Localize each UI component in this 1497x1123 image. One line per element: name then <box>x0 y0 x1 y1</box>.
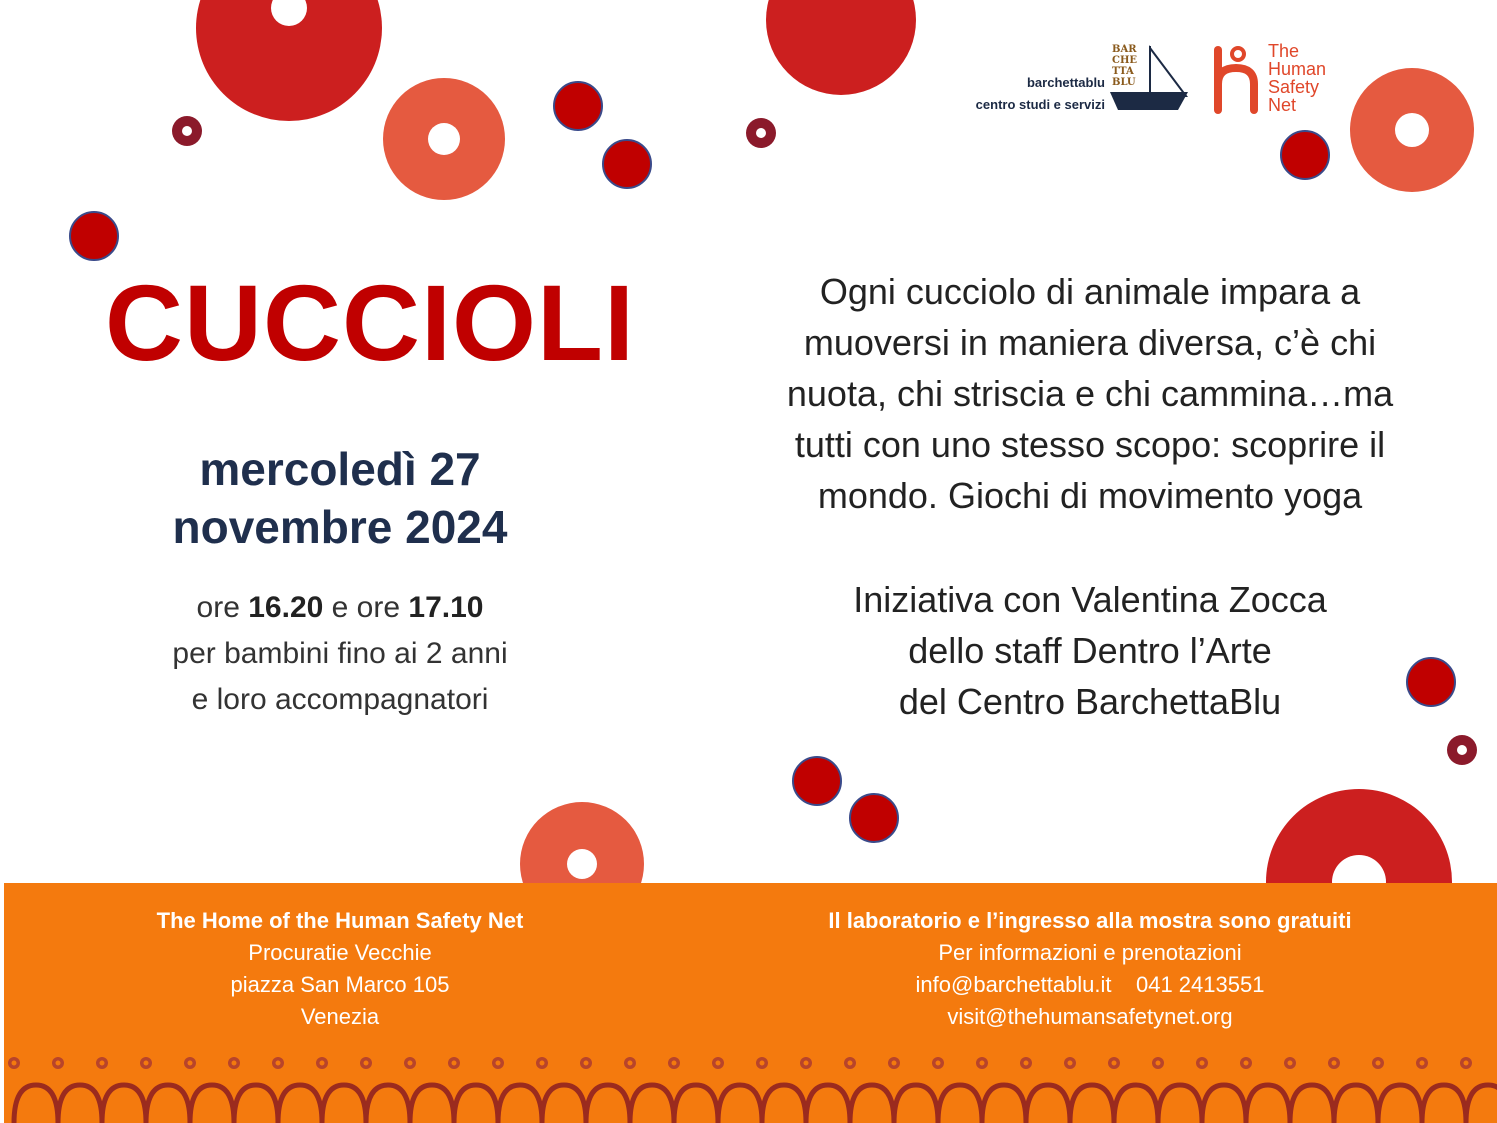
hsn-line: Safety <box>1268 77 1320 97</box>
time-1: 16.20 <box>248 591 324 624</box>
audience-line-1: per bambini fino ai 2 anni <box>172 637 508 670</box>
credit-line: Iniziativa con Valentina Zocca <box>853 579 1327 620</box>
hsn-line: Human <box>1268 59 1327 79</box>
credit-line: dello staff Dentro l’Arte <box>908 630 1272 671</box>
description-line: muoversi in maniera diversa, c’è chi <box>803 322 1377 363</box>
boat-letter-line: CHE <box>1112 55 1138 66</box>
footer-venue <box>40 905 640 1033</box>
schedule-prefix: ore <box>196 591 240 624</box>
venue-name: The Home of the Human Safety Net <box>156 908 524 933</box>
barchettablu-tagline: centro studi e servizi <box>975 97 1105 112</box>
free-entry-notice: Il laboratorio e l’ingresso alla mostra sono gratuiti <box>828 908 1352 933</box>
credit-line: del Centro BarchettaBlu <box>898 681 1282 722</box>
hsn-line: The <box>1268 41 1300 61</box>
hsn-line: Net <box>1268 95 1297 115</box>
page-title: CUCCIOLI <box>105 262 635 383</box>
description-line: Ogni cucciolo di animale impara a <box>819 271 1361 312</box>
contact-email-visit[interactable]: visit@thehumansafetynet.org <box>947 1004 1233 1029</box>
barchettablu-name: barchettablu <box>1026 75 1105 90</box>
info-label: Per informazioni e prenotazioni <box>938 940 1242 965</box>
venue-city: Venezia <box>300 1004 380 1029</box>
contact-email-phone[interactable]: info@barchettablu.it 041 2413551 <box>915 972 1265 997</box>
footer-info <box>740 905 1440 1033</box>
boat-letter-line: BAR <box>1112 44 1137 55</box>
schedule-middle: e ore <box>331 591 401 624</box>
audience-line-2: e loro accompagnatori <box>191 683 489 716</box>
time-2: 17.10 <box>408 591 484 624</box>
description-line: mondo. Giochi di movimento yoga <box>817 475 1363 516</box>
venue-building: Procuratie Vecchie <box>248 940 432 965</box>
description-line: tutti con uno stesso scopo: scoprire il <box>794 424 1386 465</box>
date-line-1: mercoledì 27 <box>199 443 481 495</box>
venue-address: piazza San Marco 105 <box>230 972 450 997</box>
date-line-2: novembre 2024 <box>172 501 508 553</box>
description-line: nuota, chi striscia e chi cammina…ma <box>786 373 1394 414</box>
boat-letter-line: BLU <box>1112 77 1136 88</box>
boat-letter-line: TTA <box>1112 66 1134 77</box>
